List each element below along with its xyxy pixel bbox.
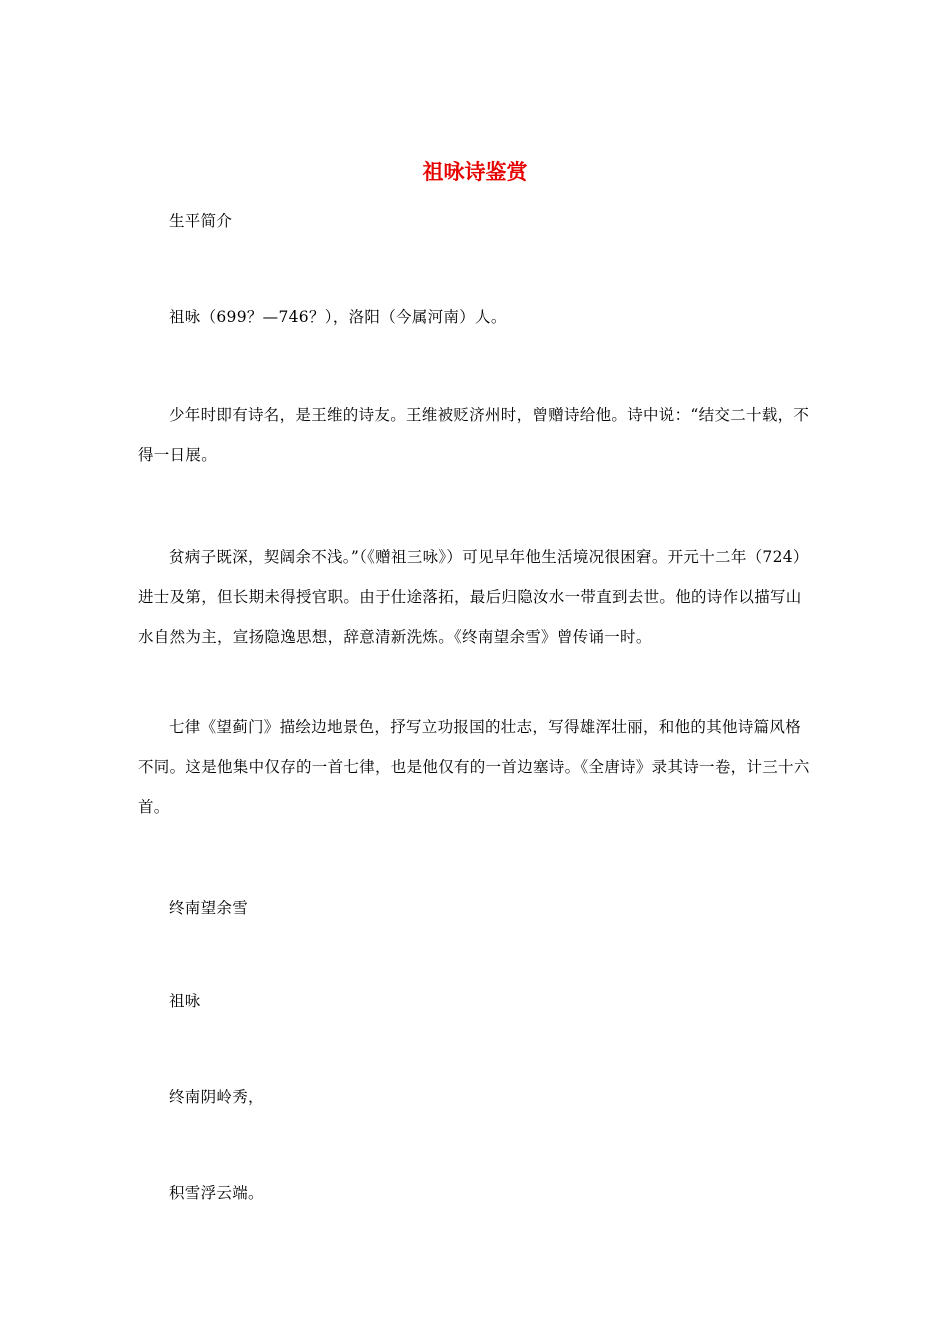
poem-title: 终南望余雪 [169, 899, 249, 917]
paragraph-career: 贫病子既深，契阔余不浅。”（《赠祖三咏》）可见早年他生活境况很困窘。开元十二年（724）进士及第，但长期未得授官职。由于仕途落拓，最后归隐汝水一带直到去世。他的诗作以描写山水自然为主，宣扬隐逸思想，辞意清新洗炼。《终南望余雪》曾传诵一时。 [138, 548, 809, 646]
poem-line: 终南阴岭秀， [169, 1088, 264, 1106]
section-heading-biography: 生平简介 [169, 212, 233, 230]
paragraph-youth: 少年时即有诗名，是王维的诗友。王维被贬济州时，曾赠诗给他。诗中说：“结交二十载，不得一日展。 [138, 406, 810, 464]
poem-line: 积雪浮云端。 [169, 1184, 264, 1202]
document-title: 祖咏诗鉴赏 [422, 160, 528, 184]
poem-author: 祖咏 [169, 992, 201, 1010]
paragraph-intro: 祖咏（699？—746？），洛阳（今属河南）人。 [169, 308, 507, 326]
paragraph-works: 七律《望蓟门》描绘边地景色，抒写立功报国的壮志，写得雄浑壮丽，和他的其他诗篇风格不同。这是他集中仅存的一首七律，也是他仅有的一首边塞诗。《全唐诗》录其诗一卷，计三十六首。 [138, 718, 810, 816]
